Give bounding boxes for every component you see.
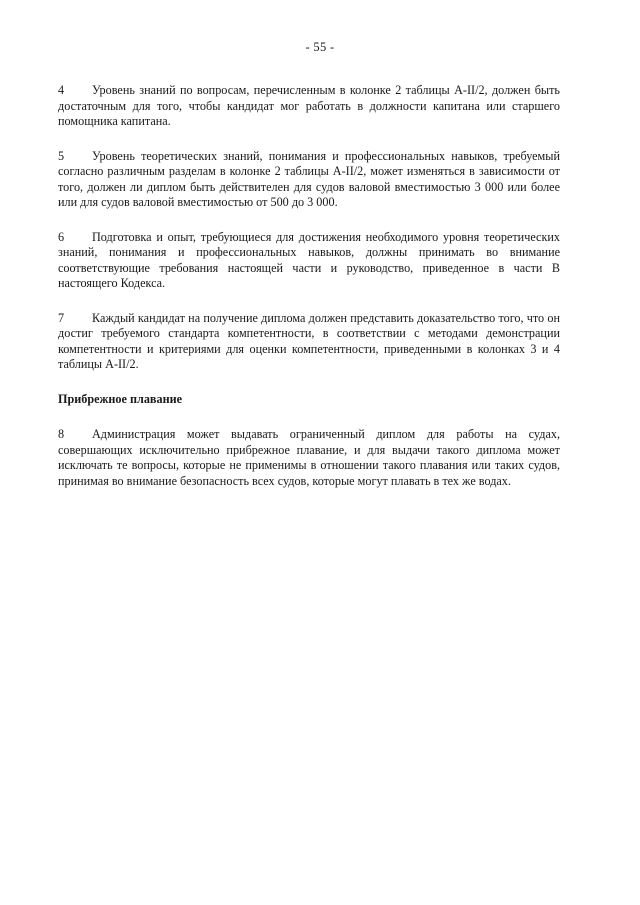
- page-number: - 55 -: [305, 40, 335, 54]
- paragraph-number: 6: [58, 229, 65, 244]
- document-body: [58, 83, 560, 508]
- paragraph-number: 7: [58, 310, 65, 325]
- paragraph-5: [58, 149, 560, 211]
- paragraph-number: 4: [58, 83, 65, 97]
- paragraph-text: Подготовка и опыт, требующиеся для достижения необходимого уровня теоретических знаний, понимания и профессиональных навыков, должны принимать во внимание соответствующие требования настоящей части и руководство, приведенное в части B настоящего Кодекса.: [58, 229, 560, 290]
- paragraph-text: Уровень теоретических знаний, понимания и профессиональных навыков, требуемый согласно различным разделам в колонке 2 таблицы A-II/2, может изменяться в зависимости от того, должен ли диплом быть действителен для судов валовой вместимостью 3 000 или более или для судов валовой вместимостью от 500 до 3 000.: [58, 148, 560, 209]
- paragraph-text: Каждый кандидат на получение диплома должен представить доказательство того, что он достиг требуемого стандарта компетентности, в соответствии с методами демонстрации компетентности и критериями для оценки компетентности, приведенными в колонках 3 и 4 таблицы A-II/2.: [58, 310, 560, 371]
- paragraph-4: [58, 83, 560, 130]
- paragraph-text: Уровень знаний по вопросам, перечисленным в колонке 2 таблицы A-II/2, должен быть достаточным для того, чтобы кандидат мог работать в должности капитана или старшего помощника капитана.: [58, 83, 560, 128]
- paragraph-number: 8: [58, 427, 65, 441]
- paragraph-7: [58, 311, 560, 373]
- paragraph-6: [58, 230, 560, 292]
- section-heading: Прибрежное плавание: [58, 391, 183, 406]
- paragraph-number: 5: [58, 148, 65, 163]
- paragraph-text: Администрация может выдавать ограниченный диплом для работы на судах, совершающих исключительно прибрежное плавание, и для выдачи такого диплома может исключать те вопросы, которые не применимы в отношении такого плавания или таких судов, принимая во внимание безопасность всех судов, которые могут плавать в тех же водах.: [58, 427, 560, 488]
- paragraph-8: [58, 427, 560, 489]
